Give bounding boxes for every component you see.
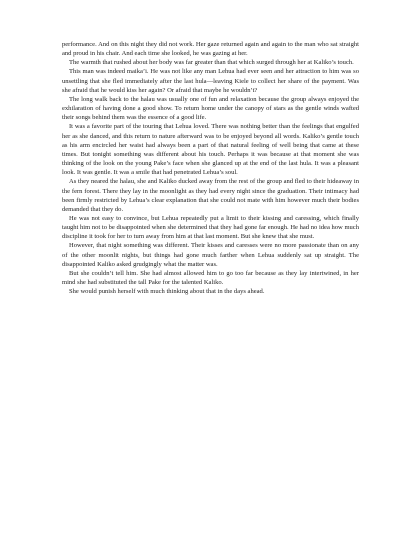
paragraph-7: He was not easy to convince, but Lehua repeatedly put a limit to their kissing and caressing, which finally taught him not to be disappointed when she determined that they had gone far enough. He had no idea how much discipline it took for her to turn away from him at that last moment. But she knew that she must. [62, 214, 359, 241]
paragraph-9: But she couldn’t tell him. She had almost allowed him to go too far because as they lay intertwined, in her mind she had substituted the tall Pake for the talented Kaliko. [62, 269, 359, 287]
paragraph-4: The long walk back to the halau was usually one of fun and relaxation because the group always enjoyed the exhilaration of having done a good show. To return home under the canopy of stars as the gentle winds wafted their songs behind them was the essence of a good life. [62, 95, 359, 122]
paragraph-5: It was a favorite part of the touring that Lehua loved. There was nothing better than the feelings that engulfed her as she danced, and this return to nature afterward was to be enjoyed beyond all words. Kaliko’s gentle touch as his arm encircled her waist had always been a part of that natural feeling of well being that came at these times. But tonight something was different about his touch. Perhaps it was because at that moment she was thinking of the look on the young Pake’s face when she glanced up at the end of the last hula. It was a pleasant look. It was gentle. It was a smile that had penetrated Lehua’s soul. [62, 123, 359, 177]
paragraph-6: As they neared the halau, she and Kaliko ducked away from the rest of the group and fled to their hideaway in the fern forest. There they lay in the moonlight as they had every night since the graduation. Their intimacy had been firmly restricted by Lehua’s clear explanation that she could not mate with him however much their bodies demanded that they do. [62, 178, 359, 213]
paragraph-1: performance. And on this night they did not work. Her gaze returned again and again to the man who sat straight and proud in his chair. And each time she looked, he was gazing at her. [62, 41, 359, 58]
book-page-text [62, 40, 359, 296]
paragraph-8: However, that night something was different. Their kisses and caresses were no more passionate than on any of the other moonlit nights, but things had gone much farther when Lehua suddenly sat up straight. The disappointed Kaliko asked grudgingly what the matter was. [62, 242, 359, 268]
paragraph-10: She would punish herself with much thinking about that in the days ahead. [69, 288, 265, 296]
paragraph-3: This man was indeed maika’i. He was not like any man Lehua had ever seen and her attraction to him was so unsettling that she fled immediately after the last hula—leaving Kiele to collect her share of the payment. Was she afraid that he would kiss her again? Or afraid that maybe he wouldn’t? [62, 68, 359, 94]
paragraph-2: The warmth that rushed about her body was far greater than that which surged through her at Kaliko’s touch. [69, 59, 354, 67]
